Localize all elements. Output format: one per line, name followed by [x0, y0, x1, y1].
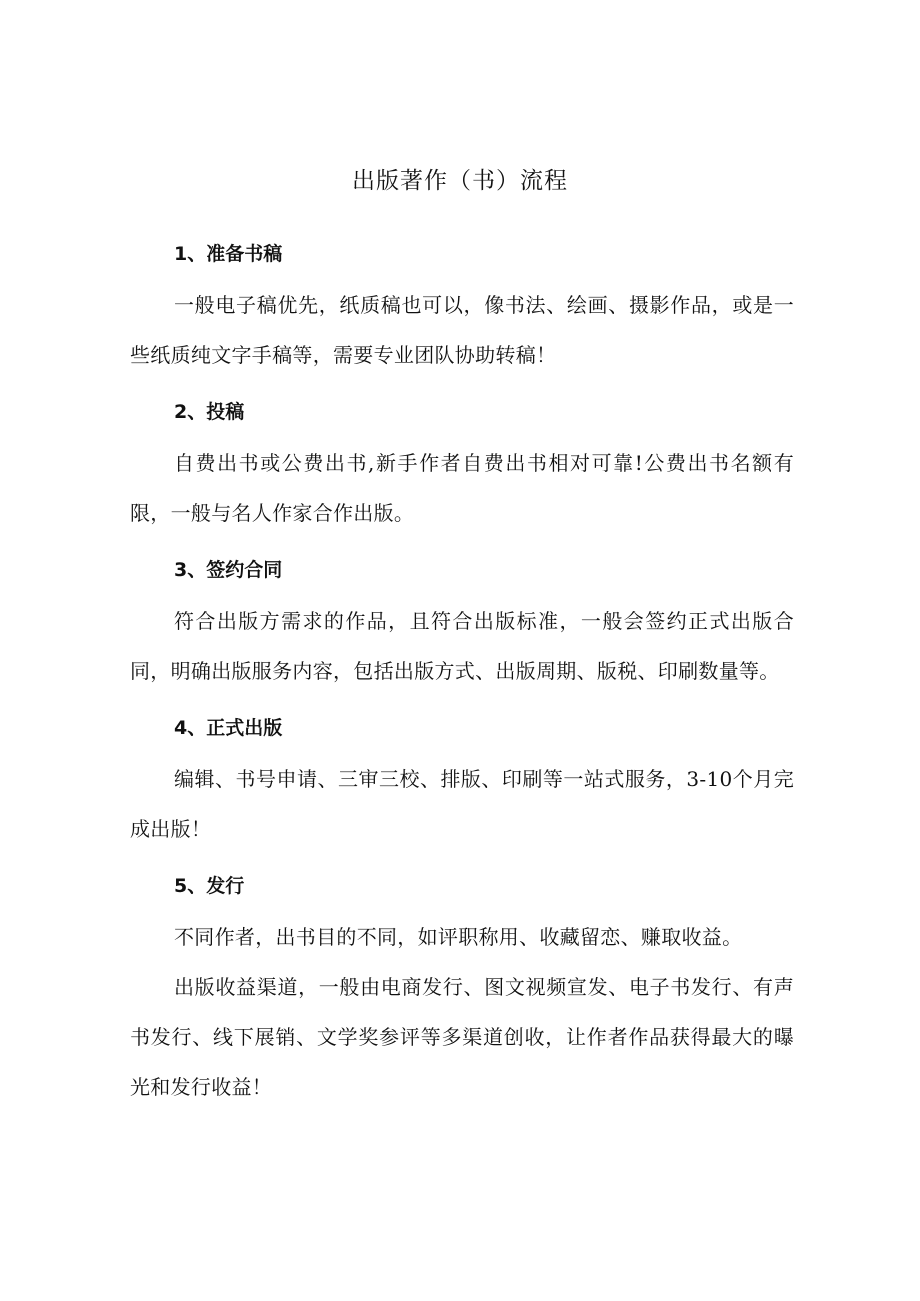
section-distribution [130, 868, 794, 1112]
section-submission [130, 394, 794, 538]
section-heading: 2、投稿 [174, 401, 245, 423]
section-prepare-manuscript [130, 236, 794, 380]
section-paragraph: 出版收益渠道，一般由电商发行、图文视频宣发、电子书发行、有声书发行、线下展销、文学奖参评等多渠道创收，让作者作品获得最大的曝光和发行收益！ [130, 975, 794, 1099]
section-heading: 4、正式出版 [174, 717, 283, 739]
section-paragraph: 符合出版方需求的作品，且符合出版标准，一般会签约正式出版合同，明确出版服务内容，包括出版方式、出版周期、版税、印刷数量等。 [130, 609, 794, 683]
section-paragraph: 编辑、书号申请、三审三校、排版、印刷等一站式服务，3-10个月完成出版！ [130, 767, 794, 841]
section-heading: 1、准备书稿 [174, 243, 283, 265]
document-body [130, 236, 794, 1112]
section-paragraph: 一般电子稿优先，纸质稿也可以，像书法、绘画、摄影作品，或是一些纸质纯文字手稿等，需要专业团队协助转稿！ [130, 293, 794, 367]
section-heading: 3、签约合同 [174, 559, 283, 581]
section-official-publishing [130, 710, 794, 854]
section-sign-contract [130, 552, 794, 696]
section-heading: 5、发行 [174, 875, 245, 897]
section-paragraph: 不同作者，出书目的不同，如评职称用、收藏留恋、赚取收益。 [174, 925, 743, 949]
section-paragraph: 自费出书或公费出书,新手作者自费出书相对可靠!公费出书名额有限，一般与名人作家合作出版。 [130, 451, 794, 525]
document-title: 出版著作（书）流程 [352, 168, 568, 194]
